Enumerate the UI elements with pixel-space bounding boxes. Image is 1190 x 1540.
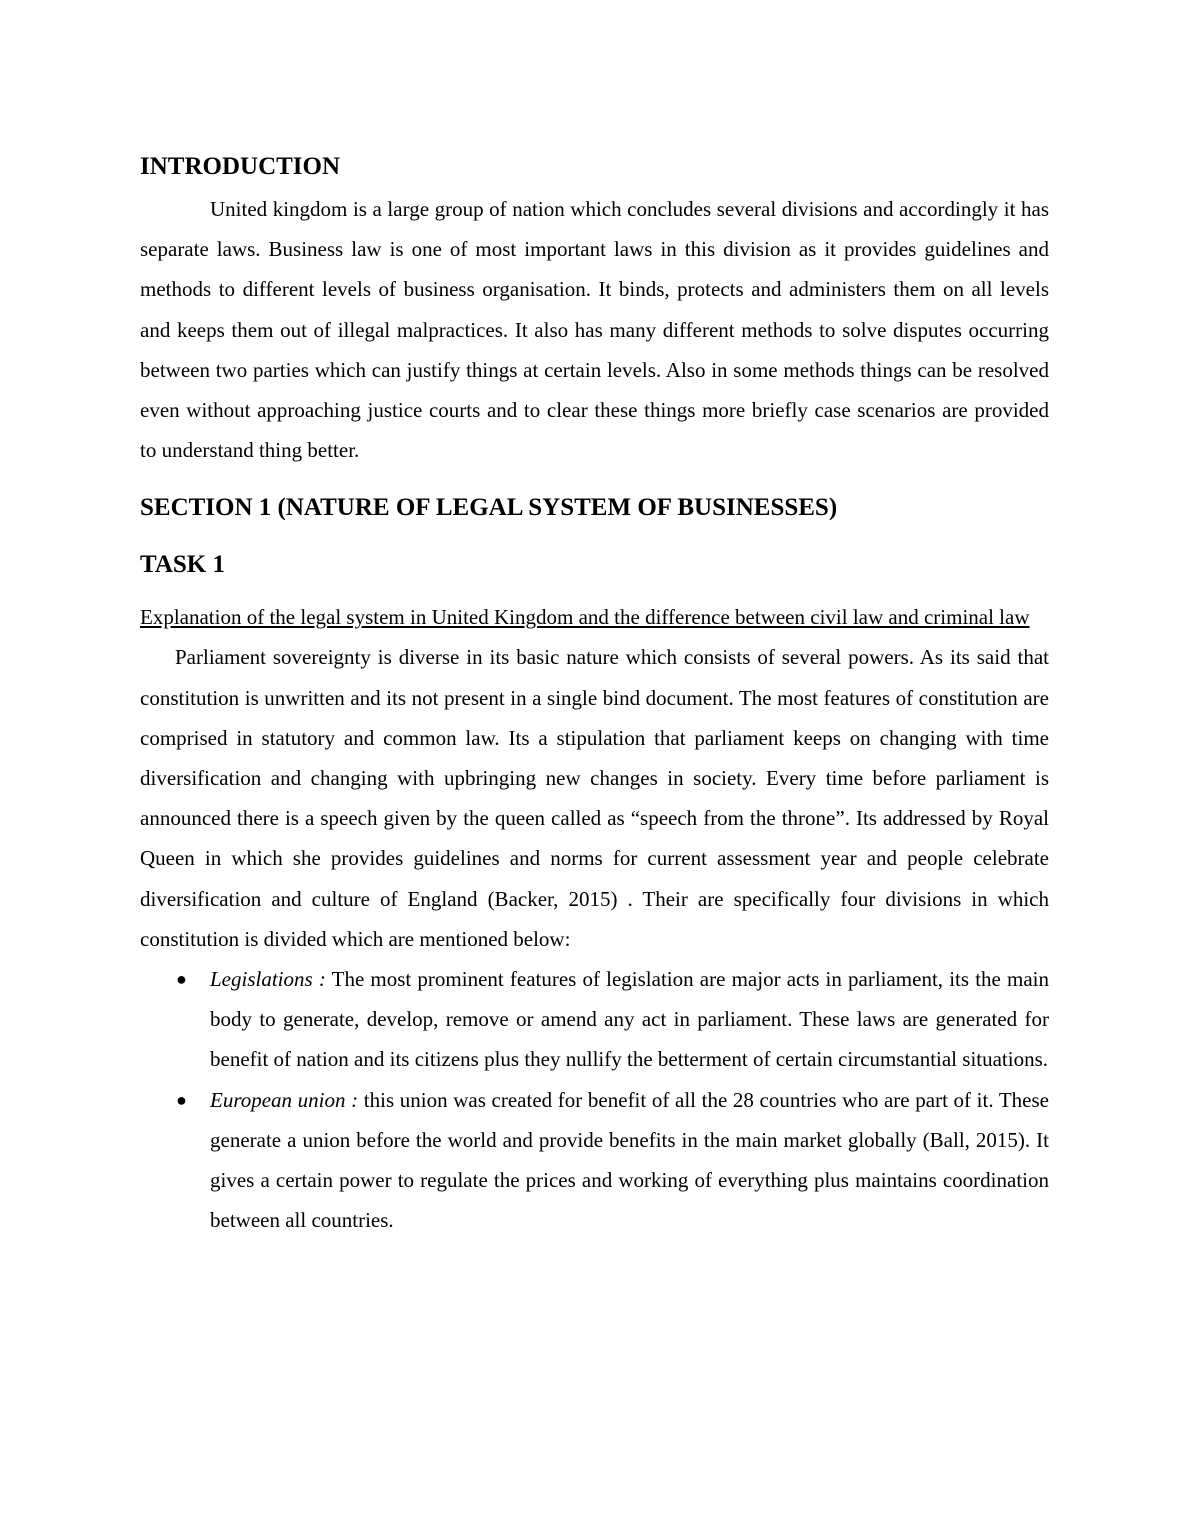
list-item [140, 1080, 1049, 1241]
section-1-paragraph: Parliament sovereignty is diverse in its basic nature which consists of several powers. As its said that constitution is unwritten and its not present in a single bind document. The most features of constitution are comprised in statutory and common law. Its a stipulation that parliament keeps on changing with time diversification and changing with upbringing new changes in society. Every time before parliament is announced there is a speech given by the queen called as “speech from the throne”. Its addressed by Royal Queen in which she provides guidelines and norms for current assessment year and people celebrate diversification and culture of England (Backer, 2015) . Their are specifically four divisions in which constitution is divided which are mentioned below: [140, 645, 1049, 951]
bullet-icon: ● [176, 969, 187, 990]
introduction-paragraph: United kingdom is a large group of nation which concludes several divisions and accordingly it has separate laws. Business law is one of most important laws in this division as it provides guidelines and methods to different levels of business organisation. It binds, protects and administers them on all levels and keeps them out of illegal malpractices. It also has many different methods to solve disputes occurring between two parties which can justify things at certain levels. Also in some methods things can be resolved even without approaching justice courts and to clear these things more briefly case scenarios are provided to understand thing better. [140, 197, 1049, 463]
document-page [140, 148, 1049, 1240]
task-1-subheading: Explanation of the legal system in United Kingdom and the difference between civil law and criminal law [140, 605, 1030, 630]
introduction-heading: INTRODUCTION [140, 153, 341, 180]
list-item [140, 959, 1049, 1080]
section-1-heading: SECTION 1 (NATURE OF LEGAL SYSTEM OF BUSINESSES) [140, 494, 838, 522]
list-item-text: this union was created for benefit of all the 28 countries who are part of it. These generate a union before the world and provide benefits in the main market globally (Ball, 2015). It gives a certain power to regulate the prices and working of everything plus maintains coordination between all countries. [210, 1087, 1049, 1233]
task-1-heading: TASK 1 [140, 551, 225, 579]
bullet-icon: ● [176, 1089, 187, 1110]
list-item-term: European union : [210, 1087, 359, 1112]
list-item-text: The most prominent features of legislation are major acts in parliament, its the main body to generate, develop, remove or amend any act in parliament. These laws are generated for benefit of nation and its citizens plus they nullify the betterment of certain circumstantial situations. [210, 967, 1049, 1072]
constitution-divisions-list [140, 959, 1049, 1240]
list-item-term: Legislations : [210, 967, 326, 992]
